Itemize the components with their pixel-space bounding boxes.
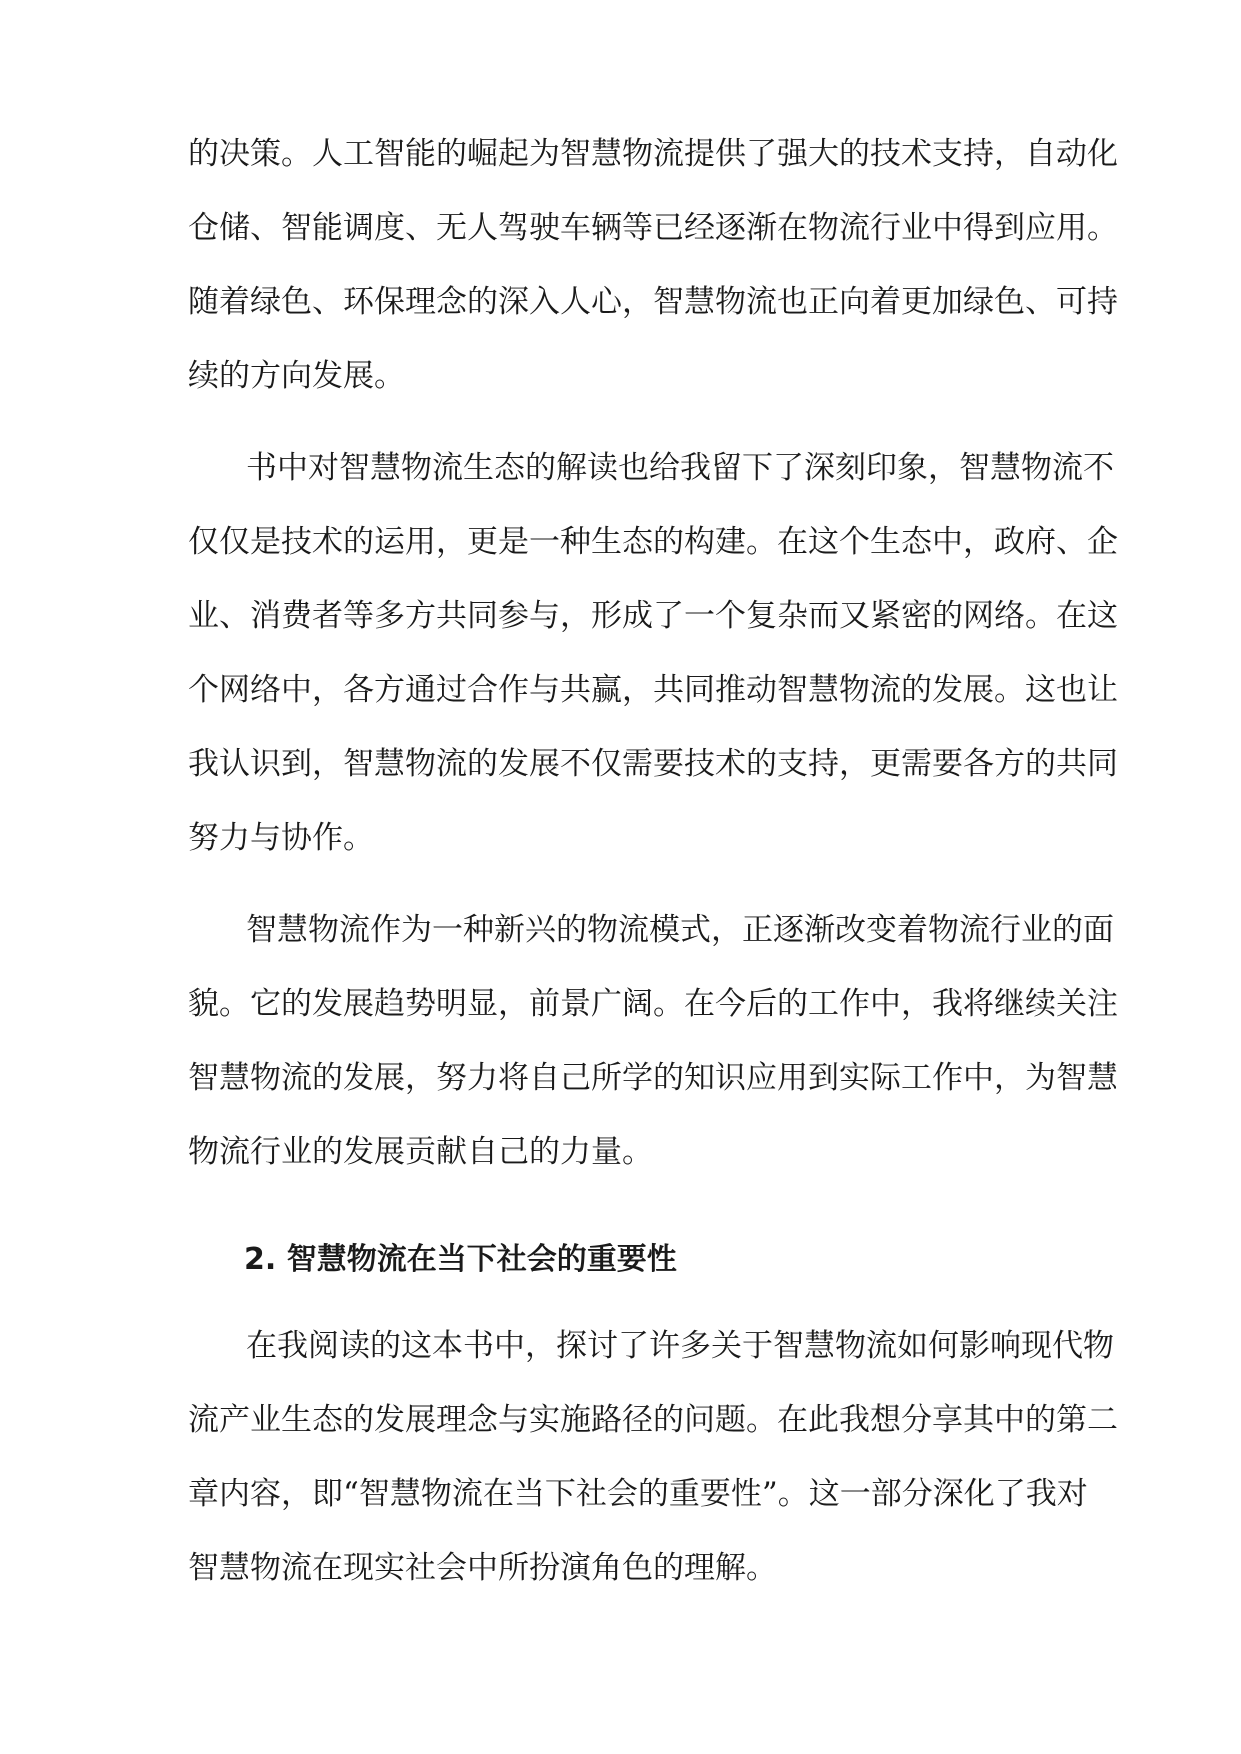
paragraph-line: 随着绿色、环保理念的深入人心，智慧物流也正向着更加绿色、可持 <box>188 284 1118 320</box>
paragraph-line: 仓储、智能调度、无人驾驶车辆等已经逐渐在物流行业中得到应用。 <box>188 210 1118 246</box>
paragraph-line: 流产业生态的发展理念与实施路径的问题。在此我想分享其中的第二 <box>188 1402 1118 1438</box>
paragraph-line: 智慧物流的发展，努力将自己所学的知识应用到实际工作中，为智慧 <box>188 1060 1118 1096</box>
paragraph-line: 业、消费者等多方共同参与，形成了一个复杂而又紧密的网络。在这 <box>188 598 1118 634</box>
paragraph-line: 续的方向发展。 <box>188 358 405 394</box>
paragraph-line: 个网络中，各方通过合作与共赢，共同推动智慧物流的发展。这也让 <box>188 672 1118 708</box>
paragraph-line: 章内容，即“智慧物流在当下社会的重要性”。这一部分深化了我对 <box>188 1476 1088 1512</box>
paragraph-line: 努力与协作。 <box>188 820 374 856</box>
paragraph-line: 的决策。人工智能的崛起为智慧物流提供了强大的技术支持，自动化 <box>188 136 1118 172</box>
paragraph-line: 书中对智慧物流生态的解读也给我留下了深刻印象，智慧物流不 <box>246 450 1114 486</box>
paragraph-line: 在我阅读的这本书中，探讨了许多关于智慧物流如何影响现代物 <box>246 1328 1114 1364</box>
paragraph-line: 貌。它的发展趋势明显，前景广阔。在今后的工作中，我将继续关注 <box>188 986 1118 1022</box>
paragraph-line: 物流行业的发展贡献自己的力量。 <box>188 1134 653 1170</box>
paragraph-line: 我认识到，智慧物流的发展不仅需要技术的支持，更需要各方的共同 <box>188 746 1118 782</box>
section-heading: 2. 智慧物流在当下社会的重要性 <box>244 1242 677 1277</box>
paragraph-line: 智慧物流作为一种新兴的物流模式，正逐渐改变着物流行业的面 <box>246 912 1114 948</box>
paragraph-line: 智慧物流在现实社会中所扮演角色的理解。 <box>188 1550 777 1586</box>
paragraph-line: 仅仅是技术的运用，更是一种生态的构建。在这个生态中，政府、企 <box>188 524 1118 560</box>
